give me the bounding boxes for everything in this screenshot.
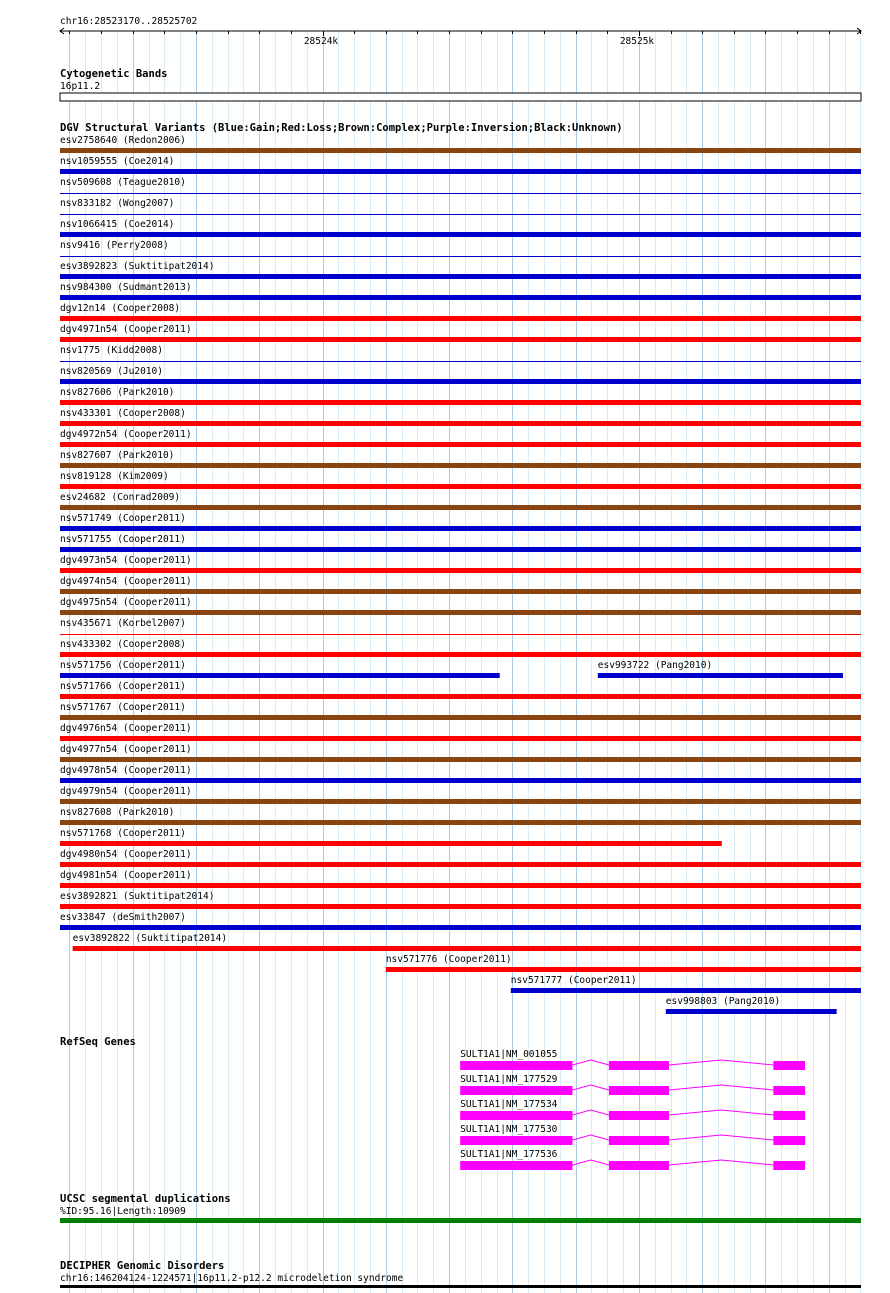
dgv-variant-bar[interactable] (60, 736, 861, 741)
dgv-variant-bar[interactable] (60, 169, 861, 174)
refseq-intron (572, 1085, 608, 1090)
dgv-variant-label: nsv571756 (Cooper2011) (60, 660, 186, 671)
dgv-variant-bar[interactable] (60, 232, 861, 237)
dgv-variant-label: nsv827608 (Park2010) (60, 807, 175, 818)
dgv-variant-label: dgv4971n54 (Cooper2011) (60, 324, 192, 335)
dgv-variant-label: nsv509608 (Teague2010) (60, 177, 186, 188)
dgv-variant-label: esv3892823 (Suktitipat2014) (60, 261, 215, 272)
dgv-variant-bar[interactable] (60, 820, 861, 825)
refseq-exon[interactable] (773, 1086, 805, 1095)
dgv-variant-bar[interactable] (60, 883, 861, 888)
dgv-variant-bar[interactable] (60, 379, 861, 384)
dgv-variant-label: nsv1066415 (Coe2014) (60, 219, 175, 230)
dgv-variant-label: nsv833182 (Wong2007) (60, 198, 175, 209)
refseq-exon[interactable] (460, 1061, 572, 1070)
refseq-exon[interactable] (460, 1136, 572, 1145)
refseq-track-title: RefSeq Genes (60, 1036, 136, 1048)
dgv-variant-bar[interactable] (60, 757, 861, 762)
refseq-intron (669, 1135, 773, 1140)
dgv-track-title: DGV Structural Variants (Blue:Gain;Red:Loss;Brown:Complex;Purple:Inversion;Black:Unknown) (60, 122, 623, 134)
dgv-variant-label: nsv571768 (Cooper2011) (60, 828, 186, 839)
refseq-intron (572, 1160, 608, 1165)
dgv-variant-label: nsv820569 (Ju2010) (60, 366, 163, 377)
dgv-variant-bar[interactable] (60, 841, 722, 846)
dgv-variant-bar[interactable] (60, 256, 861, 257)
dgv-variant-label: nsv571776 (Cooper2011) (385, 954, 512, 965)
refseq-intron (572, 1060, 608, 1065)
dgv-variant-label: esv3892822 (Suktitipat2014) (72, 933, 228, 944)
dgv-variant-bar[interactable] (60, 862, 861, 867)
dgv-variant-label: nsv1059555 (Coe2014) (60, 156, 175, 167)
dgv-variant-bar[interactable] (60, 442, 861, 447)
dgv-variant-label: nsv1775 (Kidd2008) (60, 345, 163, 356)
dgv-variant-label: nsv571767 (Cooper2011) (60, 702, 186, 713)
dgv-variant-label: nsv571749 (Cooper2011) (60, 513, 186, 524)
dgv-variant-bar[interactable] (598, 673, 843, 678)
dgv-variant-bar[interactable] (60, 505, 861, 510)
dgv-variant-bar[interactable] (60, 547, 861, 552)
dgv-variant-label: dgv4972n54 (Cooper2011) (60, 429, 192, 440)
refseq-exon[interactable] (773, 1136, 805, 1145)
refseq-exon[interactable] (460, 1161, 572, 1170)
segdup-track (60, 1193, 861, 1223)
dgv-variant-label: dgv12n14 (Cooper2008) (60, 303, 181, 314)
dgv-variant-label: nsv984300 (Sudmant2013) (60, 282, 192, 293)
ruler-tick-label-28524k: 28524k (303, 36, 339, 47)
refseq-intron (669, 1160, 773, 1165)
dgv-variant-bar[interactable] (60, 148, 861, 153)
dgv-variant-bar[interactable] (60, 652, 861, 657)
dgv-variant-bar[interactable] (60, 904, 861, 909)
dgv-variant-bar[interactable] (60, 610, 861, 615)
refseq-gene-label: SULT1A1|NM_001055 (460, 1049, 558, 1060)
ruler-location: chr16:28523170..28525702 (60, 16, 198, 27)
dgv-variant-label: esv33847 (deSmith2007) (60, 912, 186, 923)
dgv-variant-bar[interactable] (60, 778, 861, 783)
dgv-variant-label: nsv571777 (Cooper2011) (510, 975, 637, 986)
dgv-variant-label: nsv827606 (Park2010) (60, 387, 175, 398)
refseq-intron (572, 1110, 608, 1115)
dgv-variant-label: dgv4975n54 (Cooper2011) (60, 597, 192, 608)
dgv-variant-bar[interactable] (60, 715, 861, 720)
dgv-variant-bar[interactable] (60, 634, 861, 635)
refseq-exon[interactable] (609, 1061, 669, 1070)
refseq-intron (669, 1060, 773, 1065)
ruler-tick-label-28525k: 28525k (619, 36, 655, 47)
dgv-variant-label: esv3892821 (Suktitipat2014) (60, 891, 215, 902)
dgv-variant-label: dgv4973n54 (Cooper2011) (60, 555, 192, 566)
dgv-variant-bar[interactable] (60, 589, 861, 594)
dgv-variant-bar[interactable] (60, 925, 861, 930)
dgv-variant-bar[interactable] (60, 568, 861, 573)
decipher-track (60, 1260, 861, 1288)
segdup-label: %ID:95.16|Length:10909 (60, 1206, 186, 1217)
refseq-exon[interactable] (609, 1111, 669, 1120)
refseq-features (460, 1049, 805, 1170)
dgv-variant-label: dgv4979n54 (Cooper2011) (60, 786, 192, 797)
decipher-label: chr16:146204124-1224571|16p11.2-p12.2 microdeletion syndrome (60, 1273, 404, 1284)
dgv-variant-bar[interactable] (60, 400, 861, 405)
refseq-intron (572, 1135, 608, 1140)
dgv-variant-label: dgv4978n54 (Cooper2011) (60, 765, 192, 776)
dgv-variant-label: dgv4977n54 (Cooper2011) (60, 744, 192, 755)
dgv-variant-label: esv993722 (Pang2010) (597, 660, 713, 671)
dgv-variant-bar[interactable] (60, 526, 861, 531)
cytoband-bar[interactable] (60, 93, 861, 101)
dgv-variant-bar[interactable] (666, 1009, 837, 1014)
dgv-variant-bar[interactable] (60, 799, 861, 804)
refseq-gene-label: SULT1A1|NM_177530 (460, 1124, 558, 1135)
refseq-exon[interactable] (773, 1061, 805, 1070)
dgv-variant-bar[interactable] (511, 988, 861, 993)
dgv-variant-label: nsv433301 (Cooper2008) (60, 408, 186, 419)
refseq-gene-label: SULT1A1|NM_177529 (460, 1074, 558, 1085)
dgv-variant-bar[interactable] (60, 694, 861, 699)
dgv-variant-bar[interactable] (60, 421, 861, 426)
refseq-gene-label: SULT1A1|NM_177536 (460, 1149, 558, 1160)
refseq-exon[interactable] (460, 1111, 572, 1120)
dgv-variant-bar[interactable] (60, 673, 500, 678)
dgv-variant-bar[interactable] (60, 484, 861, 489)
refseq-gene-label: SULT1A1|NM_177534 (460, 1099, 558, 1110)
dgv-variant-label: dgv4981n54 (Cooper2011) (60, 870, 192, 881)
dgv-variant-label: dgv4980n54 (Cooper2011) (60, 849, 192, 860)
dgv-variant-bar[interactable] (386, 967, 861, 972)
dgv-variant-bar[interactable] (60, 295, 861, 300)
dgv-variant-bar[interactable] (60, 274, 861, 279)
refseq-exon[interactable] (460, 1086, 572, 1095)
refseq-exon[interactable] (609, 1136, 669, 1145)
dgv-variant-label: esv2758640 (Redon2006) (60, 135, 186, 146)
dgv-variant-bar[interactable] (60, 316, 861, 321)
dgv-variant-bar[interactable] (60, 193, 861, 194)
decipher-track-title: DECIPHER Genomic Disorders (60, 1260, 225, 1272)
refseq-track (60, 1036, 805, 1170)
dgv-variant-label: nsv571766 (Cooper2011) (60, 681, 186, 692)
dgv-variant-label: nsv9416 (Perry2008) (60, 240, 169, 251)
dgv-variant-bar[interactable] (60, 463, 861, 468)
decipher-bar[interactable] (60, 1285, 861, 1288)
dgv-variant-label: nsv571755 (Cooper2011) (60, 534, 186, 545)
refseq-exon[interactable] (609, 1086, 669, 1095)
dgv-variant-label: nsv435671 (Korbel2007) (60, 618, 186, 629)
cytoband-label: 16p11.2 (60, 81, 101, 92)
segdup-track-title: UCSC segmental duplications (60, 1193, 231, 1205)
refseq-exon[interactable] (609, 1161, 669, 1170)
dgv-variant-label: nsv433302 (Cooper2008) (60, 639, 186, 650)
dgv-variant-bar[interactable] (60, 337, 861, 342)
dgv-variant-bar[interactable] (73, 946, 861, 951)
dgv-variant-label: esv24682 (Conrad2009) (60, 492, 181, 503)
dgv-variant-label: nsv827607 (Park2010) (60, 450, 175, 461)
dgv-variant-bar[interactable] (60, 361, 861, 362)
refseq-exon[interactable] (773, 1111, 805, 1120)
dgv-variant-label: esv998803 (Pang2010) (665, 996, 781, 1007)
dgv-variant-label: dgv4976n54 (Cooper2011) (60, 723, 192, 734)
refseq-exon[interactable] (773, 1161, 805, 1170)
refseq-intron (669, 1110, 773, 1115)
dgv-variant-bar[interactable] (60, 214, 861, 215)
dgv-variant-label: nsv819128 (Kim2009) (60, 471, 169, 482)
segdup-bar[interactable] (60, 1218, 861, 1223)
dgv-variant-label: dgv4974n54 (Cooper2011) (60, 576, 192, 587)
cytoband-track-title: Cytogenetic Bands (60, 68, 168, 80)
refseq-intron (669, 1085, 773, 1090)
